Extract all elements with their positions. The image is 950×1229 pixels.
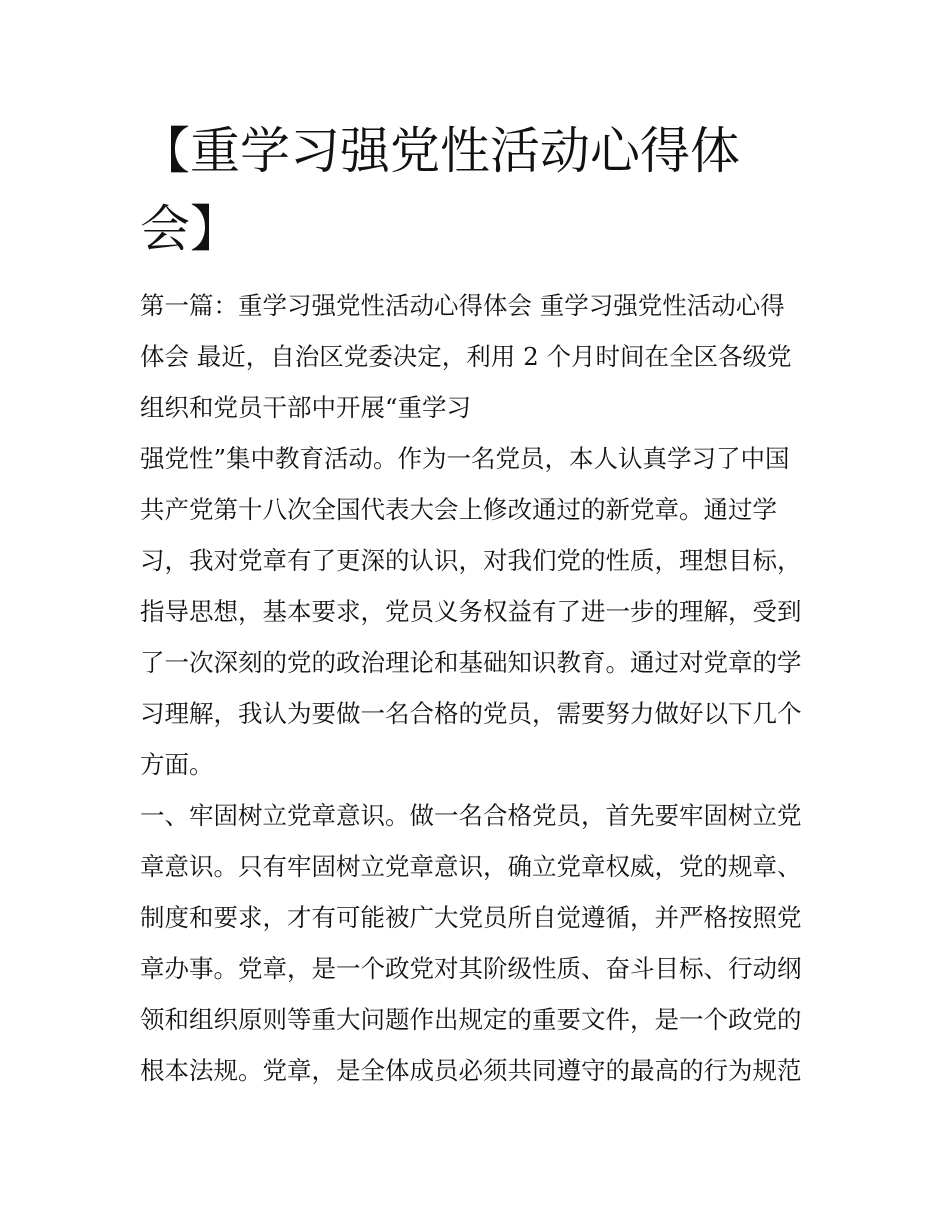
body-line: 制度和要求，才有可能被广大党员所自觉遵循，并严格按照党 <box>140 903 802 932</box>
body-line: 一、牢固树立党章意识。做一名合格党员，首先要牢固树立党 <box>140 801 802 830</box>
title-line: 【重学习强党性活动心得体 <box>140 122 740 180</box>
document-title <box>140 112 820 268</box>
body-line: 方面。 <box>140 750 214 779</box>
document-body <box>140 280 830 1096</box>
body-line: 共产党第十八次全国代表大会上修改通过的新党章。通过学 <box>140 495 777 524</box>
body-line: 组织和党员干部中开展“重学习 <box>140 393 472 422</box>
body-line: 根本法规。党章，是全体成员必须共同遵守的最高的行为规范 <box>140 1056 802 1085</box>
body-line: 章意识。只有牢固树立党章意识，确立党章权威，党的规章、 <box>140 852 802 881</box>
body-line: 了一次深刻的党的政治理论和基础知识教育。通过对党章的学 <box>140 648 802 677</box>
body-line: 章办事。党章，是一个政党对其阶级性质、奋斗目标、行动纲 <box>140 954 802 983</box>
body-line: 第一篇：重学习强党性活动心得体会 重学习强党性活动心得 <box>140 291 785 320</box>
body-line: 强党性”集中教育活动。作为一名党员，本人认真学习了中国 <box>140 444 790 473</box>
body-line: 领和组织原则等重大问题作出规定的重要文件，是一个政党的 <box>140 1005 802 1034</box>
body-line: 习理解，我认为要做一名合格的党员，需要努力做好以下几个 <box>140 699 802 728</box>
body-line: 指导思想，基本要求，党员义务权益有了进一步的理解，受到 <box>140 597 802 626</box>
body-line: 体会 最近，自治区党委决定，利用 2 个月时间在全区各级党 <box>140 342 792 371</box>
body-line: 习，我对党章有了更深的认识，对我们党的性质，理想目标， <box>140 546 802 575</box>
title-line: 会】 <box>140 200 240 258</box>
